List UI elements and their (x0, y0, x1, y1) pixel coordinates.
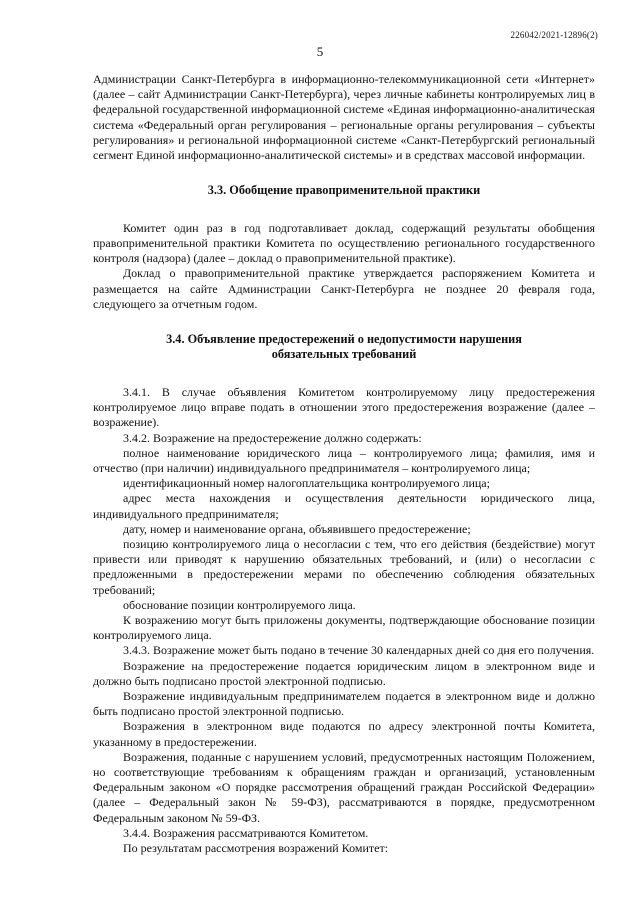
section-heading-3-4: 3.4. Объявление предостережений о недопустимости нарушения обязательных требований (166, 331, 522, 362)
paragraph: 3.4.3. Возражение может быть подано в течение 30 календарных дней со дня его получения. (123, 643, 595, 658)
paragraph: Администрации Санкт-Петербурга в информационно-телекоммуникационной сети «Интернет» (далее – сайт Администрации Санкт-Петербурга), через личные кабинеты контролируемых лиц в федеральной государственной информационной системе «Единая информационно-аналитическая система «Федеральный орган регулирования – региональные органы регулирования – субъекты регулирования» и региональной информационной системе «Санкт-Петербургский региональный сегмент Единой информационно-аналитической системы» и в средствах массовой информации. (93, 72, 595, 163)
paragraph: Доклад о правоприменительной практике утверждается распоряжением Комитета и размещается на сайте Администрации Санкт-Петербурга не позднее 20 февраля года, следующего за отчетным годом. (93, 266, 595, 311)
paragraph: 3.4.4. Возражения рассматриваются Комитетом. (123, 825, 369, 840)
page-number: 5 (316, 44, 324, 59)
paragraph: обоснование позиции контролируемого лица. (123, 597, 356, 612)
paragraph: К возражению могут быть приложены документы, подтверждающие обоснование позиции контролируемого лица. (93, 612, 595, 643)
paragraph: Возражения в электронном виде подаются по адресу электронной почты Комитета, указанному в предостережении. (93, 719, 595, 749)
paragraph: По результатам рассмотрения возражений Комитет: (123, 841, 389, 856)
document-number: 226042/2021-12896(2) (510, 30, 598, 40)
paragraph: Комитет один раз в год подготавливает доклад, содержащий результаты обобщения правоприменительной практики Комитета по осуществлению регионального государственного контроля (надзора) (далее – доклад о правоприменительной практике). (93, 220, 595, 266)
paragraph: Возражения, поданные с нарушением условий, предусмотренных настоящим Положением, но соответствующие требованиям к обращениям граждан и организаций, установленным Федеральным законом «О порядке рассмотрения обращений граждан Российской Федерации» (далее – Федеральный закон № 59-ФЗ), рассматриваются в порядке, предусмотренном Федеральным законом № 59-ФЗ. (93, 749, 595, 825)
paragraph: 3.4.1. В случае объявления Комитетом контролируемому лицу предостережения контролируемое лицо вправе подать в отношении этого предостережения возражение (далее – возражение). (93, 384, 595, 430)
document-body (93, 72, 595, 856)
paragraph: позицию контролируемого лица о несогласии с тем, что его действия (бездействие) могут привести или приводят к нарушению обязательных требований, и (или) о несогласии с предложенными в предостережении мерами по обеспечению соблюдения обязательных требований; (93, 536, 595, 597)
paragraph: Возражение индивидуальным предпринимателем подается в электронном виде и должно быть подписано простой электронной подписью. (93, 689, 595, 719)
section-heading-3-3: 3.3. Обобщение правоприменительной практики (207, 183, 481, 198)
paragraph: адрес места нахождения и осуществления деятельности юридического лица, индивидуального предпринимателя; (93, 491, 595, 521)
paragraph: полное наименование юридического лица – контролируемого лица; фамилия, имя и отчество (при наличии) индивидуального предпринимателя – контролируемого лица; (93, 445, 595, 475)
paragraph: 3.4.2. Возражение на предостережение должно содержать: (123, 430, 422, 445)
paragraph: Возражение на предостережение подается юридическим лицом в электронном виде и должно быть подписано простой электронной подписью. (93, 658, 595, 688)
paragraph: идентификационный номер налогоплательщика контролируемого лица; (123, 476, 490, 491)
paragraph: дату, номер и наименование органа, объявившего предостережение; (123, 521, 471, 536)
